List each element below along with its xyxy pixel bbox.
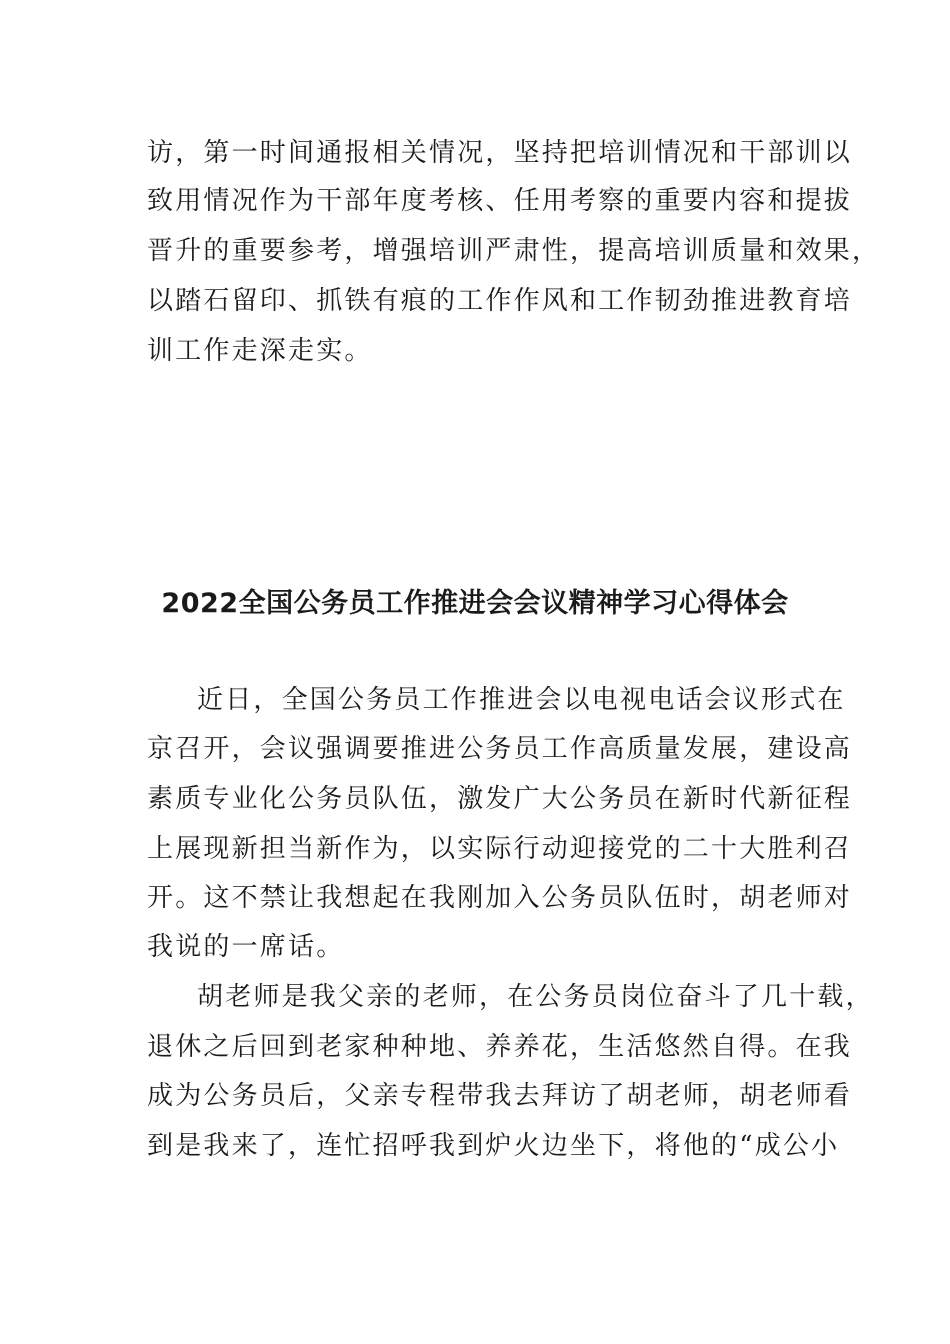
text-line: 退休之后回到老家种种地、养养花，生活悠然自得。在我 (147, 1032, 853, 1062)
text-line: 晋升的重要参考，增强培训严肃性，提高培训质量和效果， (147, 236, 881, 266)
text-line: 我说的一席话。 (147, 932, 345, 962)
text-line: 成为公务员后，父亲专程带我去拜访了胡老师，胡老师看 (147, 1081, 853, 1111)
text-line: 致用情况作为干部年度考核、任用考察的重要内容和提拔 (147, 186, 853, 216)
text-line: 素质专业化公务员队伍，激发广大公务员在新时代新征程 (147, 784, 853, 814)
text-line: 近日，全国公务员工作推进会以电视电话会议形式在 (197, 685, 846, 715)
text-line: 以踏石留印、抓铁有痕的工作作风和工作韧劲推进教育培 (147, 286, 853, 316)
text-line: 胡老师是我父亲的老师，在公务员岗位奋斗了几十载， (197, 982, 874, 1012)
article-title: 2022全国公务员工作推进会会议精神学习心得体会 (161, 588, 789, 619)
text-line: 上展现新担当新作为，以实际行动迎接党的二十大胜利召 (147, 834, 853, 864)
text-line: 开。这不禁让我想起在我刚加入公务员队伍时，胡老师对 (147, 883, 853, 913)
text-line: 到是我来了，连忙招呼我到炉火边坐下，将他的“成公小 (147, 1131, 840, 1161)
text-line: 京召开，会议强调要推进公务员工作高质量发展，建设高 (147, 734, 853, 764)
text-line: 训工作走深走实。 (147, 336, 373, 366)
text-line: 访，第一时间通报相关情况，坚持把培训情况和干部训以 (147, 138, 853, 168)
